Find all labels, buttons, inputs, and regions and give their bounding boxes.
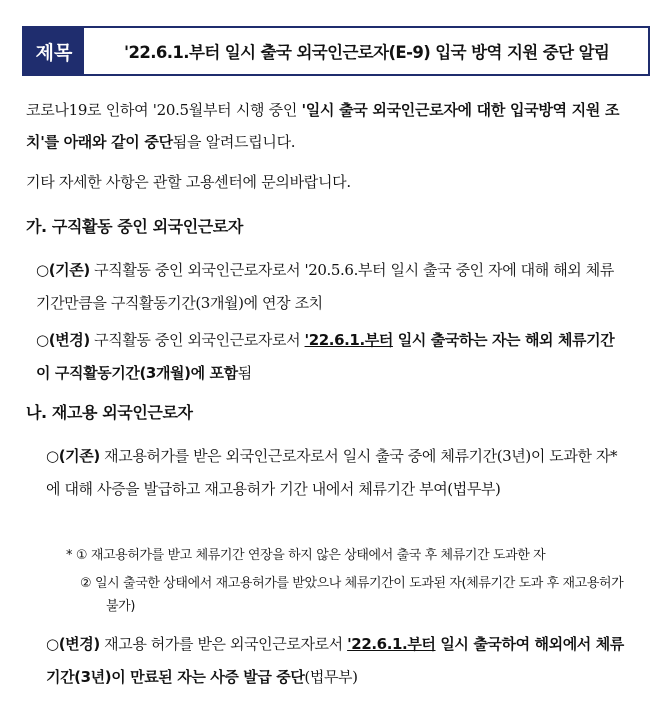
after-bold-text: 일시 출국하는 자는 해외 체류기간이 구직활동기간(3개월)에 포함 (36, 331, 615, 382)
before-text: 구직활동 중인 외국인근로자로서 '20.5.6.부터 일시 출국 중인 자에 대해 해외 체류기간만큼을 구직활동기간(3개월)에 연장 조치 (36, 261, 614, 312)
after-text: 재고용 허가를 받은 외국인근로자로서 (99, 635, 348, 653)
after-bold-text: 일시 출국하여 해외에서 체류기간(3년)이 만료된 자는 사증 발급 중단 (46, 635, 624, 686)
before-label: (기존) (48, 261, 90, 279)
bullet-icon: ○ (46, 447, 59, 465)
section-b-before-item (46, 440, 630, 506)
footnote-text-2: 일시 출국한 상태에서 재고용허가를 받았으나 체류기간이 도과된 자(체류기간 도과 후 재고용허가 불가) (95, 576, 624, 614)
effective-date: '22.6.1.부터 (304, 331, 393, 349)
intro-paragraph (26, 94, 638, 158)
intro-bold-text: '일시 출국 외국인근로자에 대한 입국방역 지원 조치'를 아래와 같이 중단 (26, 101, 620, 151)
after-label: (변경) (48, 331, 90, 349)
bullet-icon: ○ (46, 635, 59, 653)
document-title: '22.6.1.부터 일시 출국 외국인근로자(E-9) 입국 방역 지원 중단 알림 (124, 43, 610, 62)
after-text-end: (법무부) (304, 668, 358, 686)
section-b-after-item (46, 628, 630, 694)
footnote-2 (80, 572, 636, 618)
intro-text: 코로나19로 인하여 '20.5월부터 시행 중인 (26, 101, 302, 119)
contact-paragraph: 기타 자세한 사항은 관할 고용센터에 문의바랍니다. (26, 173, 351, 191)
footnote-text-1: 재고용허가를 받고 체류기간 연장을 하지 않은 상태에서 출국 후 체류기간 도과한 자 (90, 548, 546, 563)
footnote-1 (66, 544, 636, 567)
footnote-number-2: ② (80, 576, 92, 591)
section-b-heading: 나. 재고용 외국인근로자 (26, 403, 193, 422)
section-a-heading: 가. 구직활동 중인 외국인근로자 (26, 217, 243, 236)
after-text: 구직활동 중인 외국인근로자로서 (89, 331, 305, 349)
before-label: (기존) (58, 447, 100, 465)
intro-text-end: 됨을 알려드립니다. (172, 133, 296, 151)
before-text: 재고용허가를 받은 외국인근로자로서 일시 출국 중에 체류기간(3년)이 도과한 자*에 대해 사증을 발급하고 재고용허가 기간 내에서 체류기간 부여(법무부) (46, 447, 618, 498)
title-box (22, 26, 650, 76)
section-a-after-item (36, 324, 622, 390)
subject-badge: 제목 (24, 28, 84, 74)
bullet-icon: ○ (36, 261, 49, 279)
section-a-before-item (36, 254, 622, 320)
effective-date: '22.6.1.부터 (347, 635, 436, 653)
after-label: (변경) (58, 635, 100, 653)
bullet-icon: ○ (36, 331, 49, 349)
footnote-star: * (66, 548, 73, 563)
footnote-number-1: ① (75, 548, 88, 563)
after-text-end: 됨 (237, 364, 252, 382)
